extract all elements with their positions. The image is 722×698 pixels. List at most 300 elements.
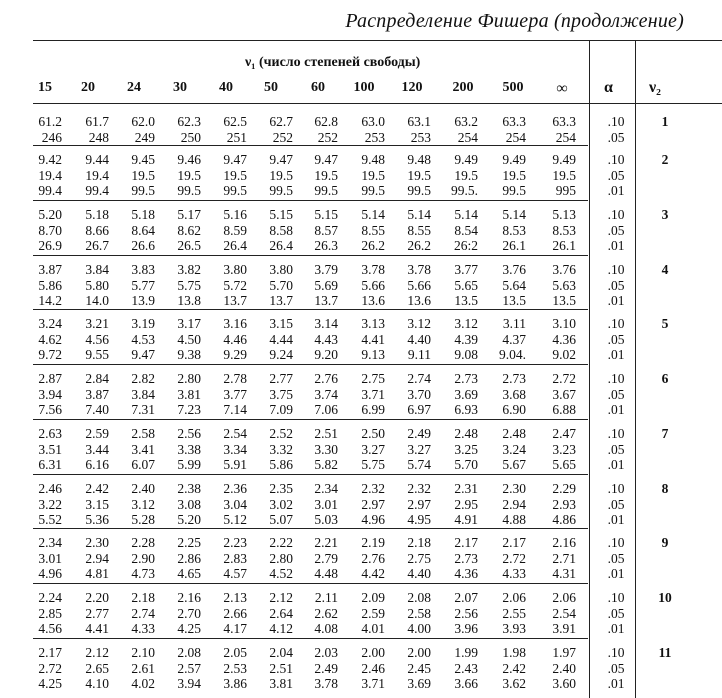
table-cell: 3.94 (177, 676, 201, 691)
table-cell: 3.81 (177, 386, 201, 402)
table-cell: 99.5 (361, 183, 385, 198)
nu2-value: 4 (661, 262, 669, 277)
table-cell: 4.73 (131, 566, 155, 581)
table-cell: 5.20 (177, 512, 201, 527)
table-cell: 5.15 (269, 207, 293, 222)
table-cell: 7.40 (85, 402, 109, 417)
table-cell: 2.66 (223, 605, 247, 621)
table-cell: 99.5 (502, 183, 526, 198)
table-cell: 3.96 (454, 621, 478, 636)
table-cell: 5.86 (269, 457, 293, 472)
table-cell: 251 (226, 129, 247, 145)
table-cell: 4.02 (131, 676, 155, 691)
table-cell: 2.74 (407, 371, 431, 386)
table-cell: 5.91 (223, 457, 247, 472)
table-cell: 7.09 (269, 402, 293, 417)
column-header: 500 (502, 80, 524, 95)
alpha-value: .01 (607, 293, 625, 308)
table-cell: 3.27 (407, 441, 431, 457)
table-cell: 5.36 (85, 512, 109, 527)
table-cell: 61.2 (38, 114, 62, 129)
table-cell: 6.16 (85, 457, 109, 472)
table-cell: 2.53 (223, 660, 247, 676)
table-cell: 99.5 (269, 183, 293, 198)
alpha-value: .05 (607, 550, 625, 566)
table-cell: 2.73 (502, 371, 526, 386)
table-cell: 2.49 (407, 426, 431, 441)
alpha-value: .01 (607, 457, 625, 472)
table-cell: 9.48 (407, 152, 431, 167)
table-cell: 5.74 (407, 457, 431, 472)
table-cell: 8.66 (85, 222, 109, 238)
table-cell: 2.46 (361, 660, 385, 676)
table-cell: 99.4 (38, 183, 62, 198)
table-cell: 2.52 (269, 426, 293, 441)
table-cell: 2.80 (269, 550, 293, 566)
table-cell: 3.34 (223, 441, 247, 457)
table-cell: 8.57 (314, 222, 338, 238)
table-cell: 19.5 (223, 167, 247, 183)
table-cell: 2.32 (361, 481, 385, 496)
table-cell: 13.7 (314, 293, 338, 308)
table-cell: 2.58 (131, 426, 155, 441)
table-cell: 13.7 (223, 293, 247, 308)
table-cell: 3.01 (38, 550, 62, 566)
table-cell: 2.97 (407, 496, 431, 512)
table-cell: 2.09 (361, 590, 385, 605)
table-cell: 19.5 (361, 167, 385, 183)
alpha-value: .05 (607, 496, 625, 512)
table-cell: 5.07 (269, 512, 293, 527)
alpha-value: .10 (607, 590, 625, 605)
table-cell: 61.7 (85, 114, 109, 129)
table-cell: 6.97 (407, 402, 431, 417)
table-cell: 4.86 (552, 512, 576, 527)
table-cell: 3.01 (314, 496, 338, 512)
table-cell: 2.61 (131, 660, 155, 676)
table-cell: 5.72 (223, 277, 247, 293)
table-cell: 7.23 (177, 402, 201, 417)
table-cell: 250 (180, 129, 201, 145)
table-cell: 9.47 (269, 152, 293, 167)
table-cell: 8.53 (502, 222, 526, 238)
table-cell: 3.80 (223, 262, 247, 277)
table-cell: 2.70 (177, 605, 201, 621)
table-cell: 13.6 (407, 293, 431, 308)
table-cell: 9.49 (502, 152, 526, 167)
table-cell: 26.3 (314, 238, 338, 253)
alpha-divider (589, 40, 590, 698)
table-cell: 26.5 (177, 238, 201, 253)
table-cell: 3.24 (38, 316, 62, 331)
table-cell: 2.08 (177, 645, 201, 660)
table-cell: 5.67 (502, 457, 526, 472)
table-cell: 9.55 (85, 347, 109, 362)
table-cell: 2.62 (314, 605, 338, 621)
table-cell: 4.91 (454, 512, 478, 527)
table-cell: 2.04 (269, 645, 293, 660)
table-cell: 2.72 (38, 660, 62, 676)
table-cell: 2.45 (407, 660, 431, 676)
table-cell: 3.83 (131, 262, 155, 277)
table-cell: 19.5 (269, 167, 293, 183)
table-cell: 2.16 (552, 535, 576, 550)
table-cell: 2.16 (177, 590, 201, 605)
column-header: 40 (219, 80, 233, 95)
table-cell: 2.54 (223, 426, 247, 441)
alpha-value: .01 (607, 402, 625, 417)
table-cell: 2.10 (131, 645, 155, 660)
table-cell: 3.75 (269, 386, 293, 402)
table-cell: 13.5 (552, 293, 576, 308)
table-cell: 3.02 (269, 496, 293, 512)
table-cell: 3.30 (314, 441, 338, 457)
table-cell: 4.96 (361, 512, 385, 527)
table-cell: 3.19 (131, 316, 155, 331)
table-cell: 5.16 (223, 207, 247, 222)
table-cell: 19.5 (407, 167, 431, 183)
table-cell: 4.56 (85, 331, 109, 347)
table-cell: 6.90 (502, 402, 526, 417)
table-cell: 2.77 (85, 605, 109, 621)
table-cell: 9.38 (177, 347, 201, 362)
table-cell: 3.13 (361, 316, 385, 331)
table-cell: 3.74 (314, 386, 338, 402)
table-cell: 3.91 (552, 621, 576, 636)
table-cell: 2.97 (361, 496, 385, 512)
table-cell: 5.15 (314, 207, 338, 222)
table-cell: 2.24 (38, 590, 62, 605)
table-cell: 5.80 (85, 277, 109, 293)
table-cell: 2.17 (454, 535, 478, 550)
table-cell: 254 (457, 129, 478, 145)
column-header: 100 (353, 80, 375, 95)
table-cell: 3.84 (85, 262, 109, 277)
table-cell: 4.96 (38, 566, 62, 581)
table-cell: 9.11 (407, 347, 431, 362)
table-cell: 5.75 (177, 277, 201, 293)
table-cell: 26.7 (85, 238, 109, 253)
table-cell: 6.31 (38, 457, 62, 472)
nu2-value: 5 (661, 316, 669, 331)
table-cell: 3.80 (269, 262, 293, 277)
table-cell: 4.42 (361, 566, 385, 581)
table-cell: 3.62 (502, 676, 526, 691)
table-cell: 5.03 (314, 512, 338, 527)
page-title: Распределение Фишера (продолжение) (345, 10, 684, 32)
table-cell: 4.41 (85, 621, 109, 636)
table-cell: 4.17 (223, 621, 247, 636)
table-cell: 26.9 (38, 238, 62, 253)
group-separator (33, 364, 588, 365)
table-cell: 9.44 (85, 152, 109, 167)
table-cell: 2.31 (454, 481, 478, 496)
alpha-value: .01 (607, 621, 625, 636)
alpha-value: .01 (607, 183, 625, 198)
table-cell: 3.23 (552, 441, 576, 457)
table-cell: 2.72 (552, 371, 576, 386)
table-cell: 9.29 (223, 347, 247, 362)
table-cell: 3.94 (38, 386, 62, 402)
table-cell: 62.8 (314, 114, 338, 129)
table-cell: 2.56 (177, 426, 201, 441)
alpha-value: .10 (607, 262, 625, 277)
table-cell: 4.43 (314, 331, 338, 347)
table-cell: 2.94 (85, 550, 109, 566)
table-cell: 2.51 (269, 660, 293, 676)
table-cell: 2.35 (269, 481, 293, 496)
table-cell: 9.72 (38, 347, 62, 362)
table-cell: 13.8 (177, 293, 201, 308)
table-cell: 19.5 (552, 167, 576, 183)
table-cell: 3.70 (407, 386, 431, 402)
table-cell: 6.99 (361, 402, 385, 417)
table-cell: 3.04 (223, 496, 247, 512)
table-cell: 5.52 (38, 512, 62, 527)
table-cell: 5.63 (552, 277, 576, 293)
table-cell: 5.12 (223, 512, 247, 527)
table-cell: 19.5 (454, 167, 478, 183)
table-cell: 2.48 (502, 426, 526, 441)
nu2-value: 3 (661, 207, 669, 222)
table-cell: 5.14 (454, 207, 478, 222)
table-cell: 7.31 (131, 402, 155, 417)
table-cell: 9.13 (361, 347, 385, 362)
table-cell: 2.59 (361, 605, 385, 621)
table-cell: 9.02 (552, 347, 576, 362)
table-cell: 3.78 (407, 262, 431, 277)
table-cell: 4.36 (454, 566, 478, 581)
alpha-value: .05 (607, 167, 625, 183)
table-cell: 2.08 (407, 590, 431, 605)
alpha-value: .05 (607, 129, 625, 145)
table-cell: 2.21 (314, 535, 338, 550)
table-cell: 2.54 (552, 605, 576, 621)
table-cell: 2.36 (223, 481, 247, 496)
table-cell: 2.94 (502, 496, 526, 512)
table-cell: 5.20 (38, 207, 62, 222)
table-cell: 2.17 (502, 535, 526, 550)
alpha-value: .05 (607, 605, 625, 621)
alpha-value: .10 (607, 371, 625, 386)
table-cell: 3.77 (223, 386, 247, 402)
alpha-value: .10 (607, 535, 625, 550)
nu2-value: 1 (661, 114, 669, 129)
table-cell: 99.5 (131, 183, 155, 198)
nu2-value: 11 (658, 645, 672, 660)
table-cell: 62.3 (177, 114, 201, 129)
column-header: 60 (311, 80, 325, 95)
table-cell: 2.30 (502, 481, 526, 496)
table-cell: 99.5 (314, 183, 338, 198)
table-cell: 3.60 (552, 676, 576, 691)
table-cell: 5.18 (131, 207, 155, 222)
table-cell: 3.38 (177, 441, 201, 457)
table-cell: 3.78 (361, 262, 385, 277)
table-cell: 2.46 (38, 481, 62, 496)
table-cell: 2.65 (85, 660, 109, 676)
table-cell: 9.49 (552, 152, 576, 167)
table-cell: 26.2 (407, 238, 431, 253)
table-cell: 2.50 (361, 426, 385, 441)
table-cell: 3.44 (85, 441, 109, 457)
group-separator (33, 200, 588, 201)
table-cell: 19.5 (314, 167, 338, 183)
table-cell: 5.66 (407, 277, 431, 293)
table-cell: 26.4 (269, 238, 293, 253)
group-separator (33, 145, 588, 146)
table-cell: 2.56 (454, 605, 478, 621)
table-cell: 5.18 (85, 207, 109, 222)
group-separator (33, 583, 588, 584)
table-cell: 2.48 (454, 426, 478, 441)
table-cell: 62.0 (131, 114, 155, 129)
alpha-value: .10 (607, 207, 625, 222)
table-cell: 13.6 (361, 293, 385, 308)
table-cell: 5.82 (314, 457, 338, 472)
table-cell: 2.32 (407, 481, 431, 496)
table-cell: 5.28 (131, 512, 155, 527)
alpha-value: .01 (607, 347, 625, 362)
table-cell: 3.32 (269, 441, 293, 457)
table-cell: 9.47 (131, 347, 155, 362)
table-cell: 4.00 (407, 621, 431, 636)
table-cell: 2.55 (502, 605, 526, 621)
group-separator (33, 309, 588, 310)
table-cell: 3.14 (314, 316, 338, 331)
table-cell: 2.23 (223, 535, 247, 550)
table-cell: 3.84 (131, 386, 155, 402)
alpha-value: .01 (607, 238, 625, 253)
table-cell: 8.70 (38, 222, 62, 238)
table-cell: 8.55 (407, 222, 431, 238)
table-cell: 3.87 (85, 386, 109, 402)
nu2-value: 2 (661, 152, 669, 167)
table-cell: 2.18 (131, 590, 155, 605)
table-cell: 4.25 (38, 676, 62, 691)
table-cell: 3.11 (502, 316, 526, 331)
table-cell: 4.41 (361, 331, 385, 347)
table-cell: 2.57 (177, 660, 201, 676)
column-header: 20 (81, 80, 95, 95)
table-cell: 3.67 (552, 386, 576, 402)
table-cell: 26.4 (223, 238, 247, 253)
alpha-value: .05 (607, 222, 625, 238)
table-cell: 9.49 (454, 152, 478, 167)
table-cell: 4.10 (85, 676, 109, 691)
nu2-value: 8 (661, 481, 669, 496)
table-cell: 4.25 (177, 621, 201, 636)
alpha-value: .01 (607, 676, 625, 691)
table-cell: 3.16 (223, 316, 247, 331)
alpha-header: α (604, 79, 613, 96)
table-cell: 2.17 (38, 645, 62, 660)
table-cell: 13.5 (454, 293, 478, 308)
table-cell: 14.0 (85, 293, 109, 308)
table-cell: 9.20 (314, 347, 338, 362)
table-cell: 5.77 (131, 277, 155, 293)
table-cell: 3.41 (131, 441, 155, 457)
table-cell: 13.5 (502, 293, 526, 308)
nu2-value: 7 (661, 426, 669, 441)
table-cell: 4.33 (502, 566, 526, 581)
table-cell: 2.86 (177, 550, 201, 566)
table-cell: 4.81 (85, 566, 109, 581)
table-cell: 3.27 (361, 441, 385, 457)
table-cell: 2.03 (314, 645, 338, 660)
column-header: 50 (264, 80, 278, 95)
table-cell: 2.58 (407, 605, 431, 621)
table-cell: 3.86 (223, 676, 247, 691)
table-cell: 3.15 (269, 316, 293, 331)
alpha-value: .10 (607, 152, 625, 167)
table-cell: 2.63 (38, 426, 62, 441)
table-cell: 3.71 (361, 386, 385, 402)
table-cell: 253 (410, 129, 431, 145)
alpha-value: .05 (607, 277, 625, 293)
table-cell: 254 (505, 129, 526, 145)
table-cell: 5.14 (361, 207, 385, 222)
table-cell: 63.3 (552, 114, 576, 129)
table-cell: 4.95 (407, 512, 431, 527)
table-cell: 3.10 (552, 316, 576, 331)
table-cell: 2.38 (177, 481, 201, 496)
table-cell: 9.42 (38, 152, 62, 167)
alpha-value: .01 (607, 512, 625, 527)
table-cell: 63.1 (407, 114, 431, 129)
table-cell: 5.99 (177, 457, 201, 472)
table-cell: 2.51 (314, 426, 338, 441)
table-cell: 19.5 (177, 167, 201, 183)
column-header: 30 (173, 80, 187, 95)
table-cell: 7.06 (314, 402, 338, 417)
table-cell: 9.46 (177, 152, 201, 167)
table-cell: 5.66 (361, 277, 385, 293)
table-cell: 3.69 (407, 676, 431, 691)
table-cell: 19.4 (38, 167, 62, 183)
table-cell: 2.87 (38, 371, 62, 386)
table-cell: 8.58 (269, 222, 293, 238)
table-cell: 249 (134, 129, 155, 145)
table-cell: 2.40 (131, 481, 155, 496)
table-cell: 3.12 (407, 316, 431, 331)
table-cell: 4.12 (269, 621, 293, 636)
table-cell: 8.64 (131, 222, 155, 238)
table-cell: 99.5. (451, 183, 478, 198)
table-cell: 4.50 (177, 331, 201, 347)
top-rule (33, 40, 722, 41)
table-cell: 252 (317, 129, 338, 145)
table-cell: 3.25 (454, 441, 478, 457)
table-cell: 7.14 (223, 402, 247, 417)
table-cell: 2.13 (223, 590, 247, 605)
table-cell: 4.01 (361, 621, 385, 636)
table-cell: 8.55 (361, 222, 385, 238)
alpha-value: .10 (607, 481, 625, 496)
table-cell: 246 (41, 129, 62, 145)
table-cell: 248 (88, 129, 109, 145)
table-cell: 3.08 (177, 496, 201, 512)
nu2-value: 6 (661, 371, 669, 386)
table-cell: 63.3 (502, 114, 526, 129)
table-cell: 254 (555, 129, 576, 145)
table-cell: 9.04. (499, 347, 526, 362)
table-cell: 5.64 (502, 277, 526, 293)
table-cell: 2.25 (177, 535, 201, 550)
table-cell: 5.14 (407, 207, 431, 222)
table-cell: 5.65 (454, 277, 478, 293)
table-cell: 2.34 (38, 535, 62, 550)
